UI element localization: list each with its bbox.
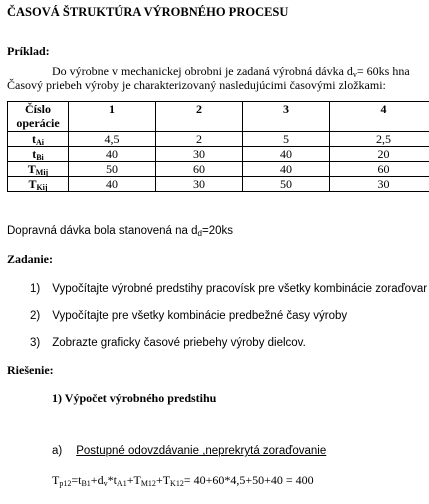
- task-item-3: 3) Zobrazte graficky časové priebehy výroby dielcov.: [30, 337, 306, 349]
- table-cell: 50: [243, 177, 330, 192]
- table-cell: 30: [330, 177, 429, 192]
- table-cell: 30: [156, 147, 243, 162]
- header-op-3: 3: [243, 102, 330, 132]
- task-item-2: 2) Vypočítajte pre všetky kombinácie predbežné časy výroby: [30, 310, 348, 322]
- row-label-TM: $T_{Mij}$: [8, 162, 69, 177]
- table-cell: 40: [69, 147, 156, 162]
- transfer-batch-line: Dopravná dávka bola stanovená na $d_d=20ks$: [7, 225, 233, 238]
- task-item-1: 1) Vypočítajte výrobné predstihy pracovísk pre všetky kombinácie zoraďovar: [30, 283, 428, 295]
- table-row: [8, 162, 429, 177]
- table-row: [8, 177, 429, 192]
- intro-line-2: Časový priebeh výroby je charakterizovaný nasledujúcimi časovými zložkami:: [7, 78, 386, 92]
- table-cell: 60: [156, 162, 243, 177]
- table-cell: 2: [156, 132, 243, 147]
- header-op-1: 1: [69, 102, 156, 132]
- table-cell: 60: [330, 162, 429, 177]
- table-cell: 20: [330, 147, 429, 162]
- table-cell: 30: [156, 177, 243, 192]
- row-label-tB: $t_{Bi}$: [8, 147, 69, 162]
- header-operation-number: Číslo operácie: [8, 102, 69, 132]
- subsection-a: a) Postupné odovzdávanie ,neprekrytá zoraďovanie: [52, 445, 327, 457]
- table-cell: 4,5: [69, 132, 156, 147]
- task-heading: Zadanie:: [7, 252, 54, 266]
- header-op-4: 4: [330, 102, 429, 132]
- solution-heading: Riešenie:: [7, 363, 54, 377]
- table-cell: 5: [243, 132, 330, 147]
- table-cell: 40: [243, 147, 330, 162]
- table-row: [8, 147, 429, 162]
- header-op-2: 2: [156, 102, 243, 132]
- table-row: [8, 132, 429, 147]
- table-cell: 40: [69, 177, 156, 192]
- example-heading: Príklad:: [7, 44, 50, 58]
- table-cell: 40: [243, 162, 330, 177]
- row-label-tA: $t_{Ai}$: [8, 132, 69, 147]
- table-cell: 2,5: [330, 132, 429, 147]
- table-cell: 50: [69, 162, 156, 177]
- operations-table: [7, 101, 429, 192]
- row-label-TK: $T_{Kij}$: [8, 177, 69, 192]
- formula-line: $T_{p12}=t_{B1}+d_v*t_{A1}+T_{M12}+T_{K12}= 40+60*4,5+50+40 = 400$: [52, 473, 314, 488]
- solution-step-1: 1) Výpočet výrobného predstihu: [52, 391, 217, 405]
- intro-line-1: Do výrobne v mechanickej obrobni je zadaná výrobná dávka $d_v= 60ks$ hna: [52, 64, 410, 79]
- table-header-row: [8, 102, 429, 132]
- page-title: ČASOVÁ ŠTRUKTÚRA VÝROBNÉHO PROCESU: [7, 5, 289, 19]
